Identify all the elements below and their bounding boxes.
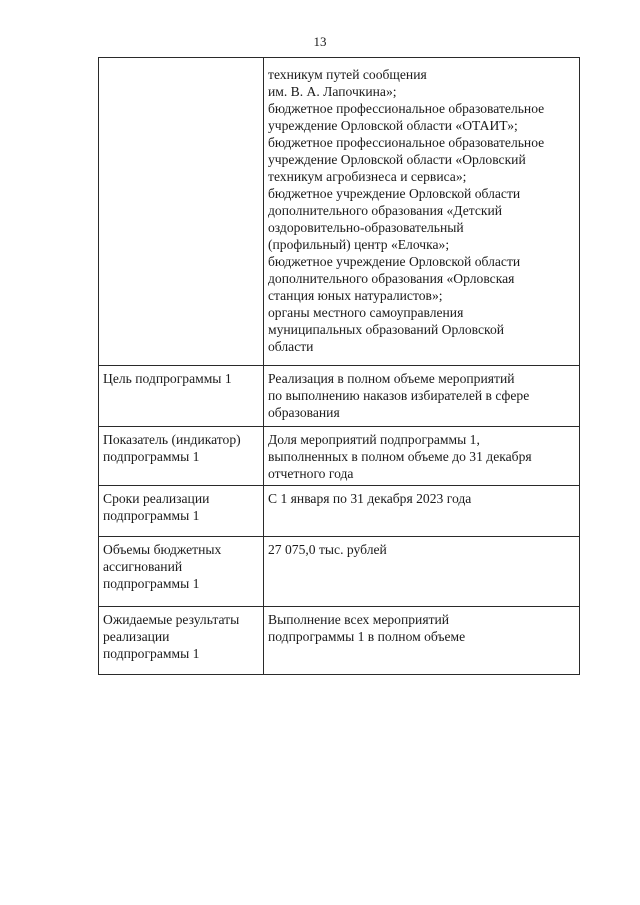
results-value-line: подпрограммы 1 в полном объеме [268,629,466,644]
indicator-value-line: отчетного года [268,466,354,481]
funding-label-line: ассигнований [103,559,183,574]
executor-line: учреждение Орловской области «Орловский [268,152,526,167]
funding-label-line: подпрограммы 1 [103,576,200,591]
executor-line: (профильный) центр «Елочка»; [268,237,450,252]
indicator-value-line: Доля мероприятий подпрограммы 1, [268,432,480,447]
funding-value-cell [264,537,580,607]
executor-line: области [268,339,314,354]
executor-line: оздоровительно-образовательный [268,220,464,235]
funding-value-line: 27 075,0 тыс. рублей [268,542,387,557]
executor-line: им. В. А. Лапочкина»; [268,84,397,99]
table-row-terms [99,486,580,537]
executor-line: органы местного самоуправления [268,305,464,320]
executor-line: техникум путей сообщения [268,67,427,82]
indicator-label-line: Показатель (индикатор) [103,432,241,447]
executor-line: техникум агробизнеса и сервиса»; [268,169,467,184]
terms-label-line: Сроки реализации [103,491,210,506]
funding-label-line: Объемы бюджетных [103,542,222,557]
goal-value-line: Реализация в полном объеме мероприятий [268,371,515,386]
table-row-goal [99,366,580,427]
indicator-label-line: подпрограммы 1 [103,449,200,464]
table-row-executors-continuation [99,58,580,366]
executor-line: муниципальных образований Орловской [268,322,505,337]
results-value-cell [264,607,580,675]
table-row-results [99,607,580,675]
executor-line: дополнительного образования «Орловская [268,271,515,286]
goal-value-cell [264,366,580,427]
results-label-line: подпрограммы 1 [103,646,200,661]
terms-label-line: подпрограммы 1 [103,508,200,523]
executors-value-cell [264,58,580,366]
subprogram-passport-table [98,57,580,675]
terms-value-cell [264,486,580,537]
indicator-value-line: выполненных в полном объеме до 31 декабря [268,449,532,464]
executor-line: бюджетное учреждение Орловской области [268,186,521,201]
page-number: 13 [313,34,327,49]
executor-line: бюджетное профессиональное образовательное [268,101,545,116]
executor-line: бюджетное учреждение Орловской области [268,254,521,269]
table-row-funding [99,537,580,607]
indicator-label-cell [99,427,264,486]
goal-value-line: образования [268,405,340,420]
results-value-line: Выполнение всех мероприятий [268,612,450,627]
executor-line: дополнительного образования «Детский [268,203,503,218]
goal-label: Цель подпрограммы 1 [103,371,232,386]
table-row-indicator [99,427,580,486]
results-label-line: Ожидаемые результаты [103,612,240,627]
terms-label-cell [99,486,264,537]
executor-line: учреждение Орловской области «ОТАИТ»; [268,118,518,133]
funding-label-cell [99,537,264,607]
executors-label-cell [99,58,264,366]
executor-line: станция юных натуралистов»; [268,288,443,303]
results-label-line: реализации [103,629,170,644]
results-label-cell [99,607,264,675]
executor-line: бюджетное профессиональное образовательное [268,135,545,150]
indicator-value-cell [264,427,580,486]
goal-value-line: по выполнению наказов избирателей в сфере [268,388,530,403]
terms-value-line: С 1 января по 31 декабря 2023 года [268,491,472,506]
goal-label-cell [99,366,264,427]
